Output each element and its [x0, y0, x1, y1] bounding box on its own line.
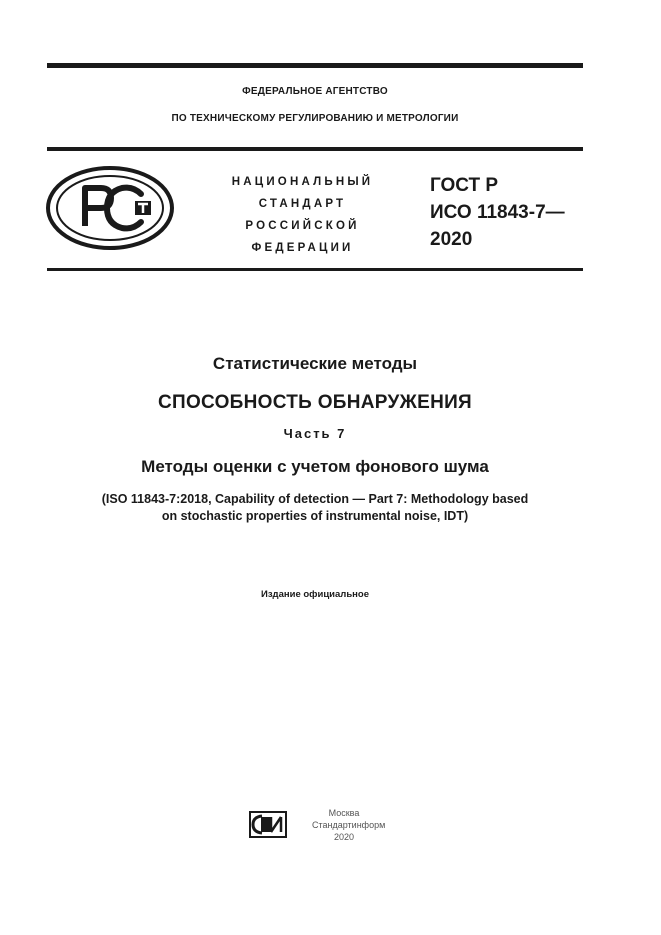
publisher-name: Стандартинформ: [312, 820, 386, 830]
main-title: СПОСОБНОСТЬ ОБНАРУЖЕНИЯ: [157, 392, 473, 413]
original-standard-reference: [47, 491, 583, 525]
national-line-1: НАЦИОНАЛЬНЫЙ: [231, 176, 374, 188]
section-rule: [47, 268, 583, 271]
rst-certification-logo-icon: [45, 166, 175, 250]
header-rule: [47, 147, 583, 151]
designation-line-1: ГОСТ Р: [430, 175, 499, 196]
part-label: Часть 7: [283, 426, 347, 441]
national-line-3: РОССИЙСКОЙ: [245, 220, 360, 232]
standartinform-logo-icon: [249, 811, 287, 838]
publisher-city: Москва: [328, 808, 360, 818]
publisher-imprint: [312, 807, 386, 843]
edition-label: Издание официальное: [261, 589, 369, 600]
designation-line-3: 2020: [430, 229, 473, 250]
original-reference-line-2: on stochastic properties of instrumental noise, IDT): [161, 509, 469, 523]
top-rule: [47, 63, 583, 68]
agency-name-line1: ФЕДЕРАЛЬНОЕ АГЕНТСТВО: [242, 86, 388, 97]
national-line-2: СТАНДАРТ: [258, 198, 347, 210]
national-standard-label: [210, 171, 395, 259]
publisher-year: 2020: [333, 832, 355, 842]
original-reference-line-1: (ISO 11843-7:2018, Capability of detection — Part 7: Methodology based: [101, 492, 529, 506]
standard-designation: [430, 172, 565, 253]
general-title: Статистические методы: [212, 354, 418, 373]
subtitle: Методы оценки с учетом фонового шума: [141, 457, 489, 476]
national-line-4: ФЕДЕРАЦИИ: [251, 242, 354, 254]
designation-line-2: ИСО 11843-7—: [430, 202, 565, 223]
agency-name-line2: ПО ТЕХНИЧЕСКОМУ РЕГУЛИРОВАНИЮ И МЕТРОЛОГИИ: [171, 113, 459, 124]
